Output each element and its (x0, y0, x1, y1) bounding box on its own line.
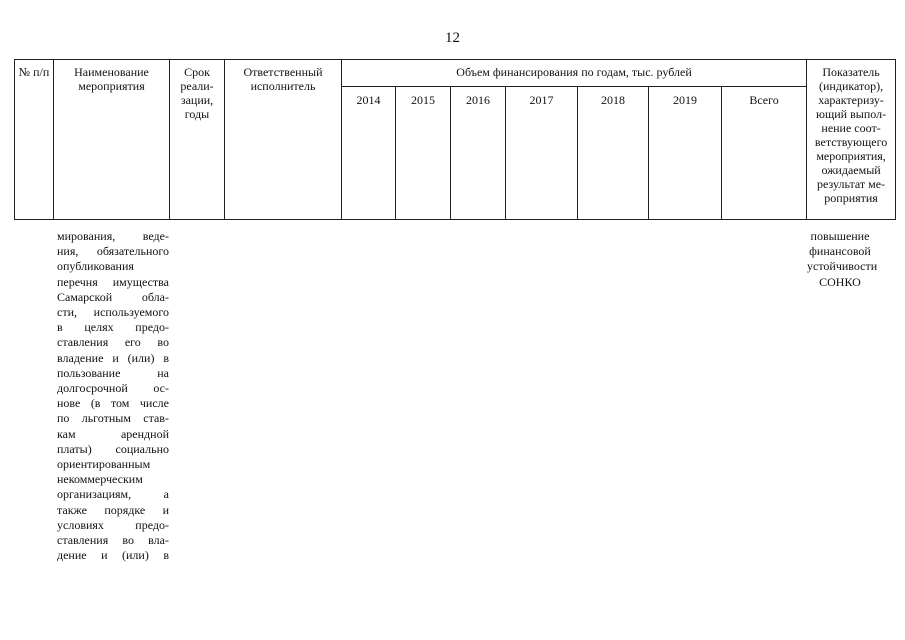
header-year-2016: 2016 (451, 87, 506, 220)
header-year-total: Всего (722, 87, 807, 220)
activity-name-line: Самарской обла- (57, 289, 169, 304)
header-year-2017: 2017 (506, 87, 578, 220)
activity-name-line: ставления его во (57, 335, 169, 350)
header-col-funding: Объем финансирования по годам, тыс. рублей (342, 60, 807, 87)
activity-name-line: долгосрочной ос- (57, 381, 169, 396)
activity-name-line: мирования, веде- (57, 229, 169, 243)
indicator-line: устойчивости (807, 259, 878, 274)
indicator-line: СОНКО (819, 274, 861, 289)
header-year-2019: 2019 (649, 87, 722, 220)
program-table-header (14, 59, 896, 220)
header-year-2018: 2018 (578, 87, 649, 220)
activity-name-line: дение и (или) в (57, 548, 169, 563)
activity-name-line: условиях предо- (57, 517, 169, 532)
header-col-indicator: Показатель (индикатор), характеризу-ющий выпол-нение соот-ветствующего мероприятия, ожидаемый результат ме-роприятия (807, 60, 896, 220)
activity-name-line: пользование на (57, 365, 169, 380)
header-col-term: Срок реали-зации, годы (170, 60, 225, 220)
activity-name-line: нове (в том числе (57, 396, 169, 411)
activity-name-line: ориентированным (57, 457, 151, 472)
activity-name-line: платы) социально (57, 441, 169, 456)
header-year-2014: 2014 (342, 87, 396, 220)
indicator-line: повышение (810, 229, 870, 243)
activity-indicator-text (807, 229, 878, 290)
activity-name-text (57, 229, 169, 563)
activity-name-line: ния, обязательного (57, 244, 169, 259)
activity-name-line: по льготным став- (57, 411, 169, 426)
activity-name-line: некоммерческим (57, 472, 143, 487)
activity-name-line: ставления во вла- (57, 533, 169, 548)
activity-name-line: опубликования (57, 259, 134, 274)
activity-name-line: организациям, а (57, 487, 169, 502)
activity-name-line: в целях предо- (57, 320, 169, 335)
activity-name-line: перечня имущества (57, 274, 169, 289)
activity-name-line: владение и (или) в (57, 350, 169, 365)
activity-name-line: сти, используемого (57, 305, 169, 320)
header-col-responsible: Ответственный исполнитель (225, 60, 342, 220)
header-year-2015: 2015 (396, 87, 451, 220)
page-number: 12 (445, 30, 460, 46)
header-col-name: Наименование мероприятия (54, 60, 170, 220)
indicator-line: финансовой (809, 244, 871, 259)
header-col-number: № п/п (15, 60, 54, 220)
activity-name-line: кам арендной (57, 426, 169, 441)
activity-name-line: также порядке и (57, 502, 169, 517)
